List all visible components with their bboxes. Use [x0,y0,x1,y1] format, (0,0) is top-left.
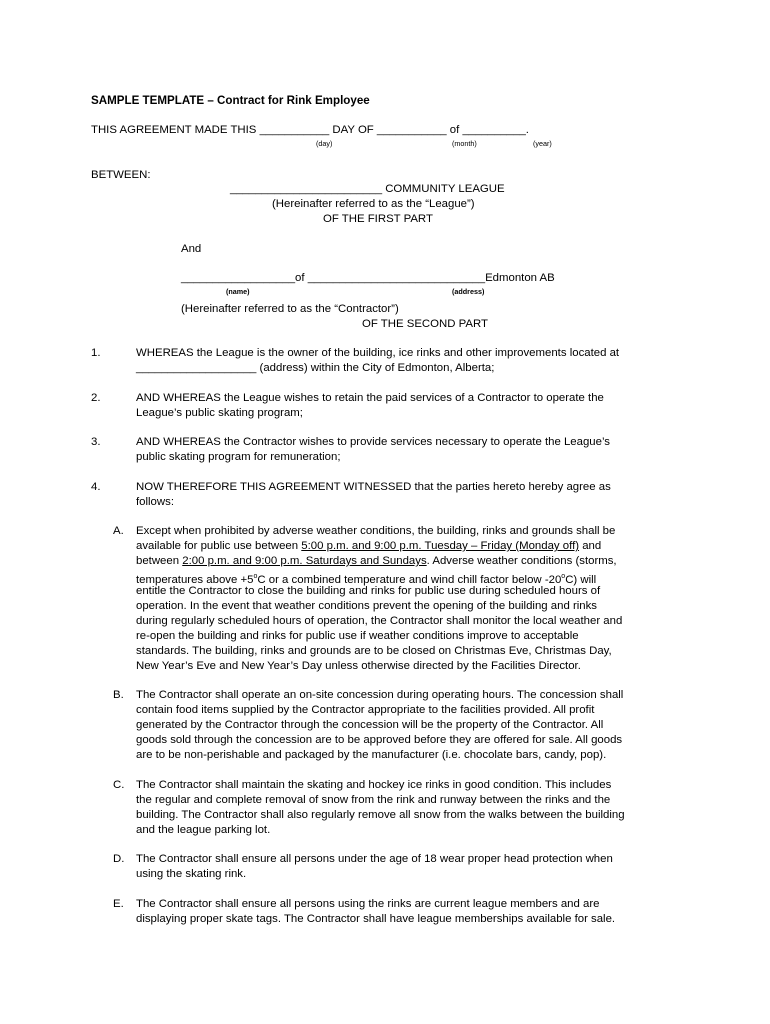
item-a-text: during regularly scheduled hours of operation, the Contractor shall monitor the local weather and [136,615,623,627]
weekend-hours: 2:00 p.m. and 9:00 p.m. Saturdays and Sundays [182,555,427,567]
item-a-text: entitle the Contractor to close the building and rinks for public use during scheduled hours of [136,585,601,597]
contractor-reference: (Hereinafter referred to as the “Contractor”) [181,303,399,315]
league-line: ________________________ COMMUNITY LEAGUE [230,183,505,195]
clause-number: 1. [91,347,101,359]
item-a-text: available for public use between 5:00 p.m. and 9:00 p.m. Tuesday – Friday (Monday off) and [136,540,602,552]
clause-text: ___________________ (address) within the City of Edmonton, Alberta; [136,362,495,374]
address-label: (address) [452,287,485,296]
item-b-text: The Contractor shall operate an on-site concession during operating hours. The concession shall [136,689,624,701]
item-letter: A. [113,525,124,537]
and-label: And [181,243,202,255]
document-title: SAMPLE TEMPLATE – Contract for Rink Employee [91,94,370,107]
item-e-text: The Contractor shall ensure all persons using the rinks are current league members and are [136,898,600,910]
clause-text: public skating program for remuneration; [136,451,341,463]
second-part: OF THE SECOND PART [362,318,488,330]
clause-text: WHEREAS the League is the owner of the building, ice rinks and other improvements located at [136,347,620,359]
contractor-line: __________________of ____________________________Edmonton AB [181,272,555,284]
item-c-text: and the league parking lot. [136,824,271,836]
agreement-line: THIS AGREEMENT MADE THIS ___________ DAY OF ___________ of __________. [91,124,529,136]
item-c-text: the regular and complete removal of snow from the rink and runway between the rinks and the [136,794,611,806]
item-c-text: The Contractor shall maintain the skating and hockey ice rinks in good condition. This includes [136,779,612,791]
clause-text: AND WHEREAS the League wishes to retain the paid services of a Contractor to operate the [136,392,604,404]
year-label: (year) [533,139,552,148]
item-a-text: temperatures above $+5^oC$ or a combined temperature and wind chill factor below -20$^o$C) will [136,573,597,586]
clause-number: 2. [91,392,101,404]
clause-text: AND WHEREAS the Contractor wishes to provide services necessary to operate the League’s [136,436,610,448]
item-a-text: operation. In the event that weather conditions prevent the opening of the building and rinks [136,600,598,612]
item-b-text: contain food items supplied by the Contractor appropriate to the facilities provided. All profit [136,704,595,716]
item-a-text: between 2:00 p.m. and 9:00 p.m. Saturdays and Sundays. Adverse weather conditions (storms, [136,555,617,567]
item-b-text: are to be non-perishable and packaged by the manufacturer (i.e. chocolate bars, candy, pop). [136,749,607,761]
league-reference: (Hereinafter referred to as the “League”) [272,198,475,210]
clause-number: 3. [91,436,101,448]
item-a-text: New Year’s Eve and New Year’s Day unless otherwise directed by the Facilities Director. [136,660,581,672]
item-d-text: using the skating rink. [136,868,247,880]
item-letter: B. [113,689,124,701]
clause-text: League’s public skating program; [136,407,303,419]
clause-text: follows: [136,496,174,508]
item-b-text: generated by the Contractor through the concession will be the property of the Contractor. All [136,719,604,731]
item-a-text: re-open the building and rinks for public use if weather conditions improve to acceptable [136,630,579,642]
item-d-text: The Contractor shall ensure all persons under the age of 18 wear proper head protection when [136,853,613,865]
item-b-text: goods sold through the concession are to be approved before they are offered for sale. All goods [136,734,623,746]
item-letter: C. [113,779,125,791]
item-a-text: Except when prohibited by adverse weather conditions, the building, rinks and grounds shall be [136,525,616,537]
month-label: (month) [452,139,477,148]
day-label: (day) [316,139,333,148]
item-a-text: standards. The building, rinks and grounds are to be closed on Christmas Eve, Christmas Day, [136,645,612,657]
first-part: OF THE FIRST PART [323,213,433,225]
item-letter: E. [113,898,124,910]
between-label: BETWEEN: [91,169,151,181]
clause-text: NOW THEREFORE THIS AGREEMENT WITNESSED that the parties hereto hereby agree as [136,481,611,493]
item-c-text: building. The Contractor shall also regularly remove all snow from the walks between the building [136,809,625,821]
clause-number: 4. [91,481,101,493]
name-label: (name) [226,287,250,296]
weekday-hours: 5:00 p.m. and 9:00 p.m. Tuesday – Friday (Monday off) [301,540,580,552]
item-letter: D. [113,853,125,865]
item-e-text: displaying proper skate tags. The Contractor shall have league memberships available for sale. [136,913,616,925]
